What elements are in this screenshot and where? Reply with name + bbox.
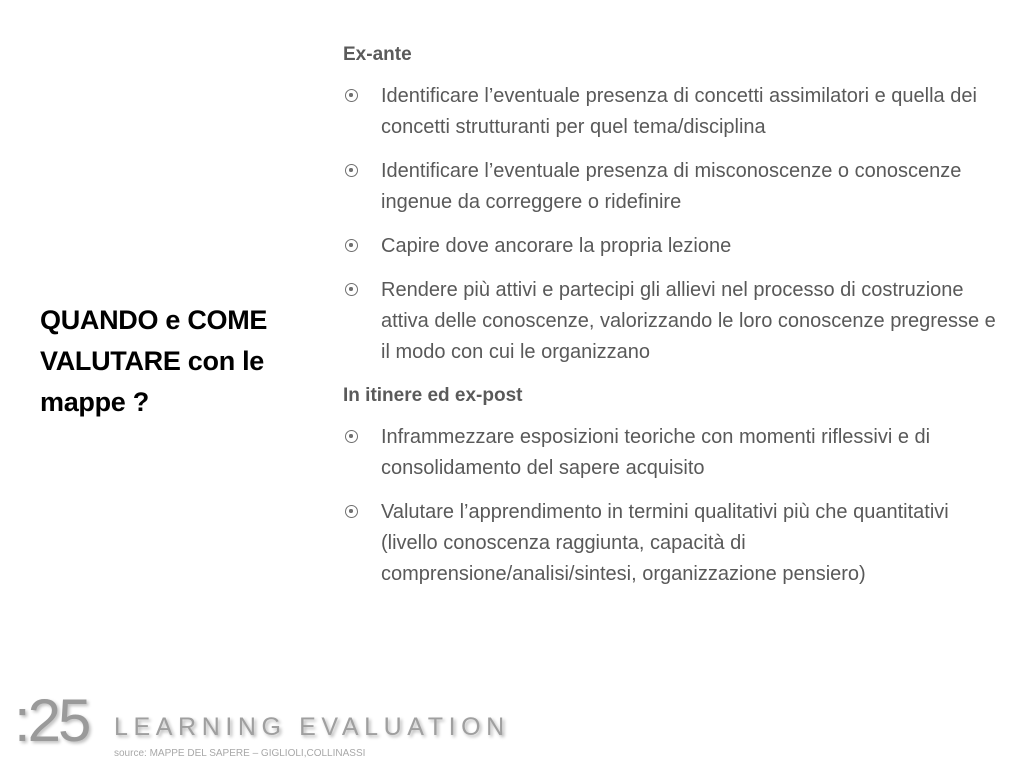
circled-dot-icon (345, 239, 358, 252)
bullet-text: Capire dove ancorare la propria lezione (381, 235, 732, 257)
footer-heading: LEARNING EVALUATION (114, 713, 510, 741)
section-heading-in-itinere: In itinere ed ex-post (343, 385, 523, 406)
section-heading-ex-ante: Ex-ante (343, 44, 412, 65)
bullet-text: Identificare l’eventuale presenza di misconoscenze o conoscenze ingenue da correggere o ridefinire (381, 160, 962, 213)
bullet-item (343, 497, 1003, 590)
circled-dot-icon (345, 430, 358, 443)
slide-title: QUANDO e COME VALUTARE con le mappe ? (40, 305, 268, 417)
bullet-item (343, 156, 1003, 218)
slide-number: :25 (14, 687, 89, 754)
bullet-text: Valutare l’apprendimento in termini qualitativi più che quantitativi (livello conoscenza raggiunta, capacità di comprensione/analisi/sintesi, organizzazione pensiero) (381, 501, 949, 585)
bullet-item (343, 231, 1003, 262)
bullet-text: Rendere più attivi e partecipi gli allievi nel processo di costruzione attiva delle conoscenze, valorizzando le loro conoscenze pregresse e il modo con cui le organizzano (381, 279, 996, 363)
bullet-item (343, 422, 1003, 484)
footer-source: source: MAPPE DEL SAPERE – GIGLIOLI,COLLINASSI (114, 748, 366, 759)
bullet-text: Identificare l’eventuale presenza di concetti assimilatori e quella dei concetti strutturanti per quel tema/disciplina (381, 85, 977, 138)
bullet-item (343, 81, 1003, 143)
circled-dot-icon (345, 505, 358, 518)
content-area (343, 40, 1003, 603)
circled-dot-icon (345, 164, 358, 177)
bullet-item (343, 275, 1003, 368)
bullet-text: Inframmezzare esposizioni teoriche con momenti riflessivi e di consolidamento del sapere acquisito (381, 426, 931, 479)
circled-dot-icon (345, 283, 358, 296)
circled-dot-icon (345, 89, 358, 102)
